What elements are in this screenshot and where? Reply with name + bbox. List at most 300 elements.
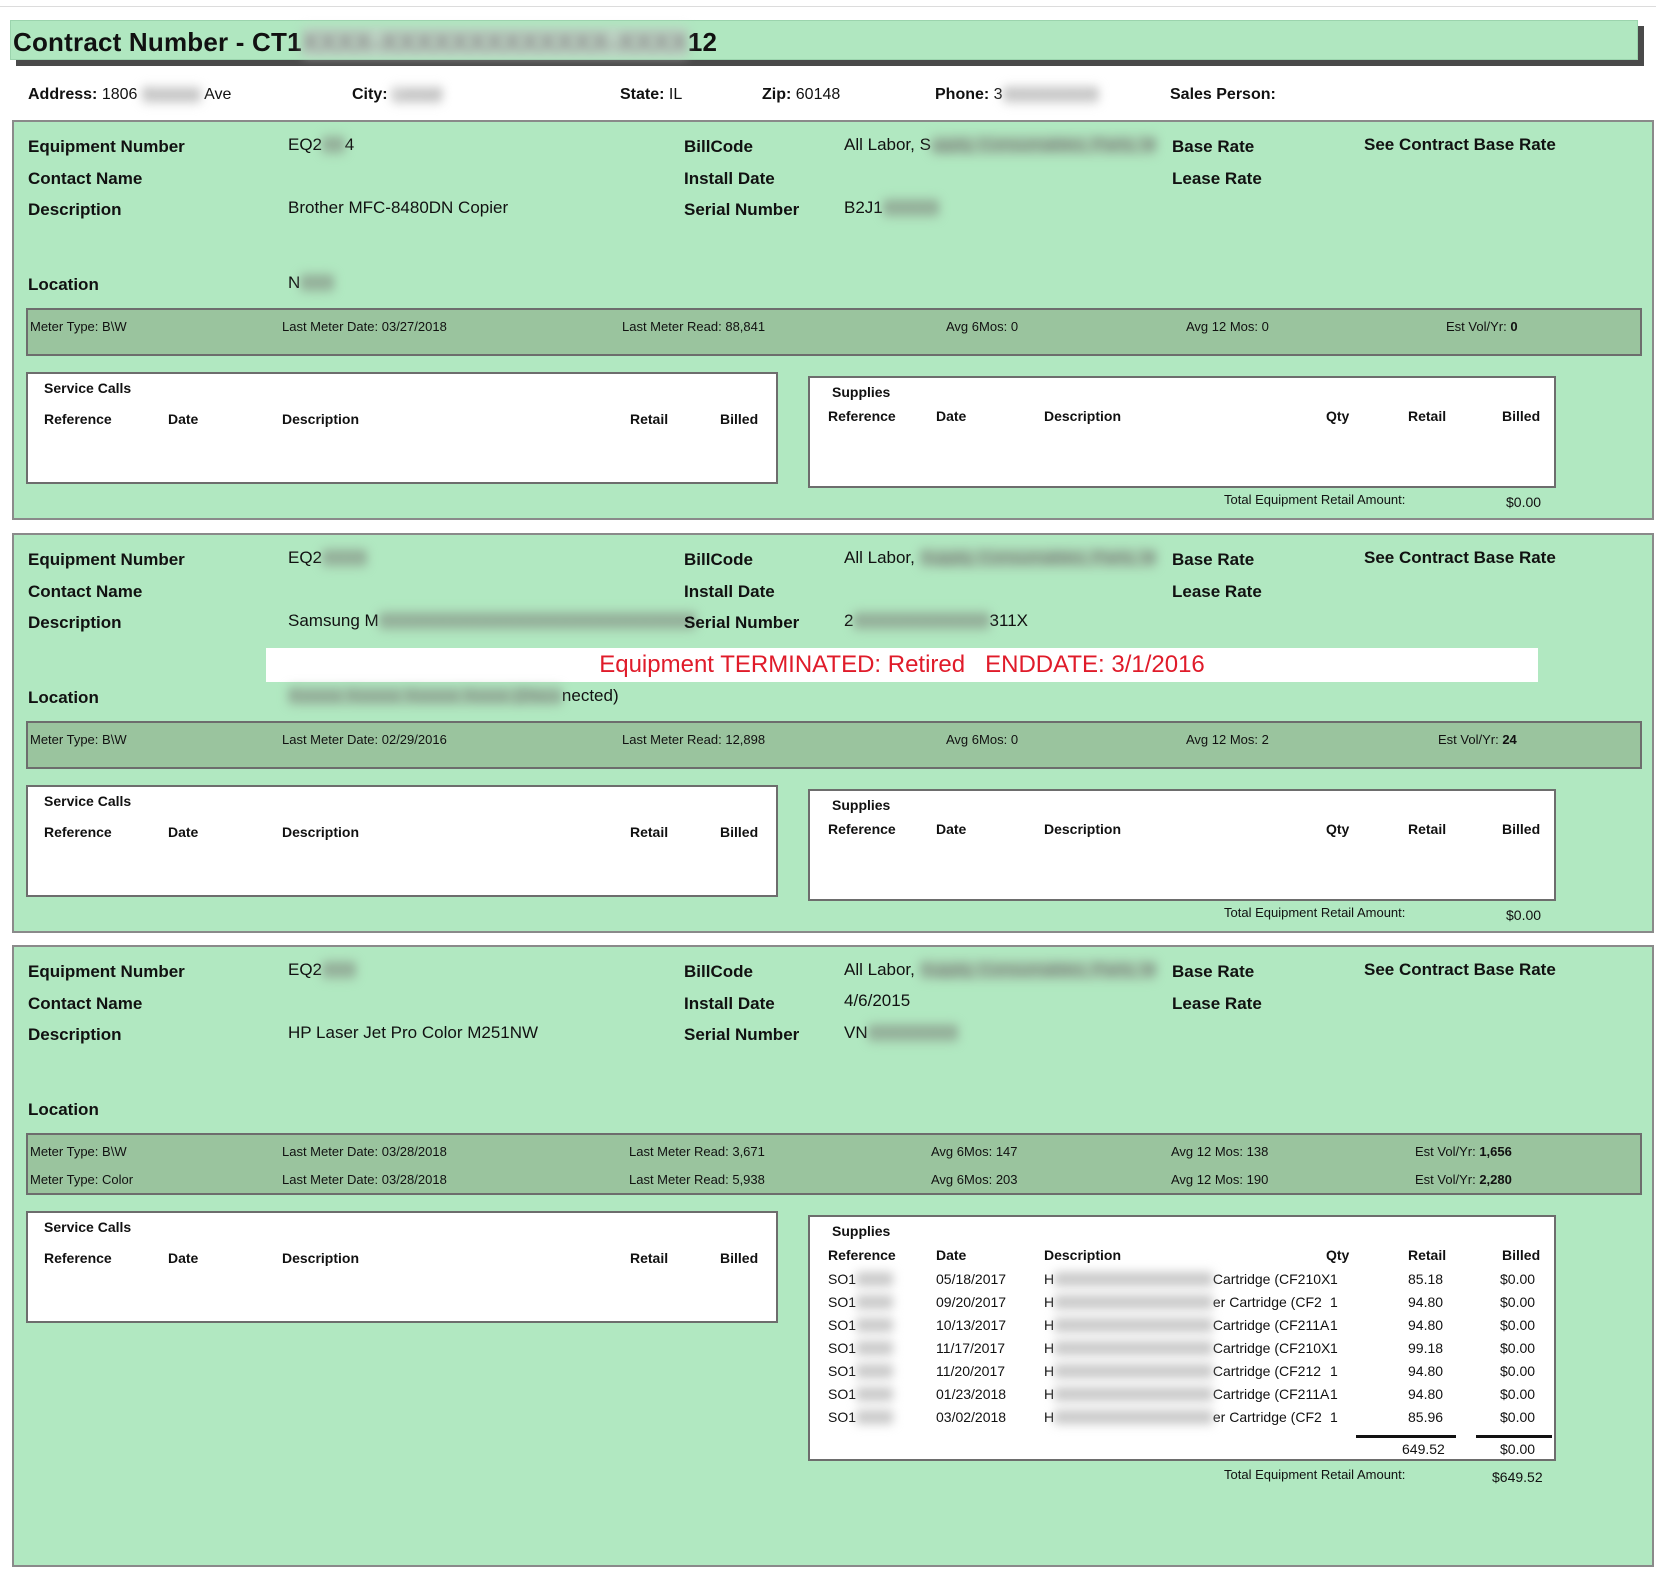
install-date-label: Install Date: [684, 994, 775, 1013]
address-suffix: Ave: [204, 86, 232, 103]
supply-desc-prefix: H: [1044, 1340, 1055, 1356]
supply-desc-redacted: XXXXXXXXXXXXXXXXX: [1054, 1317, 1213, 1333]
avg-6mos: [946, 732, 1018, 747]
billcode-value: [844, 548, 1156, 568]
last-meter-read: [622, 319, 765, 334]
description-label: Description: [28, 613, 122, 632]
billcode-label: BillCode: [684, 137, 753, 156]
supply-retail: 94.80: [1408, 1317, 1444, 1333]
col-retail: Retail: [630, 824, 669, 840]
serial-number-label: Serial Number: [684, 613, 800, 632]
serial-prefix: VN: [844, 1023, 868, 1042]
description-label: Description: [28, 1025, 122, 1044]
avg-6mos-label: Avg 6Mos:: [946, 732, 1008, 747]
equipment-panel: [12, 120, 1654, 520]
col-billed: Billed: [720, 411, 759, 427]
supply-retail: 94.80: [1408, 1363, 1444, 1379]
serial-number-value: [844, 1023, 958, 1043]
supplies-box: [808, 376, 1556, 488]
location-prefix: N: [288, 273, 301, 292]
col-billed: Billed: [720, 1250, 759, 1266]
last-meter-date-value: 03/28/2018: [381, 1172, 447, 1187]
col-reference: Reference: [828, 408, 896, 424]
supply-billed: $0.00: [1500, 1271, 1536, 1287]
serial-number-value: [844, 611, 1028, 631]
last-meter-date: [282, 1172, 447, 1187]
supplies-title: Supplies: [832, 384, 891, 400]
supply-qty: 1: [1330, 1317, 1338, 1333]
contract-number-suffix: 12: [687, 27, 718, 57]
avg-6mos-label: Avg 6Mos:: [946, 319, 1008, 334]
supply-desc-redacted: XXXXXXXXXXXXXXXXX: [1054, 1409, 1213, 1425]
col-billed: Billed: [720, 824, 759, 840]
description-prefix: Samsung M: [288, 611, 379, 630]
supply-desc-prefix: H: [1044, 1271, 1055, 1287]
supply-desc-redacted: XXXXXXXXXXXXXXXXX: [1054, 1386, 1213, 1402]
description-value: Brother MFC-8480DN Copier: [288, 198, 509, 217]
total-equipment-value: $0.00: [1506, 494, 1542, 510]
avg-6mos: [931, 1172, 1018, 1187]
col-reference: Reference: [44, 824, 112, 840]
base-rate-label: Base Rate: [1172, 137, 1255, 156]
supplies-title: Supplies: [832, 1223, 891, 1239]
table-row: [810, 1294, 1554, 1316]
supply-qty: 1: [1330, 1294, 1338, 1310]
supply-retail: 94.80: [1408, 1386, 1444, 1402]
supply-desc-redacted: XXXXXXXXXXXXXXXXX: [1054, 1340, 1213, 1356]
equipment-number-redacted: XXX: [322, 960, 357, 979]
location-label: Location: [28, 1100, 99, 1119]
col-date: Date: [936, 408, 967, 424]
col-reference: Reference: [44, 411, 112, 427]
subtotal-rule: [1476, 1435, 1552, 1438]
last-meter-date: [282, 1144, 447, 1159]
phone-redacted: XXXXXXXXX: [1002, 86, 1099, 103]
serial-prefix: B2J1: [844, 198, 883, 217]
phone-prefix: 3: [993, 86, 1003, 103]
total-equipment-label: Total Equipment Retail Amount:: [1224, 1467, 1406, 1482]
supplies-total-retail: 649.52: [1402, 1441, 1445, 1457]
col-retail: Retail: [1408, 408, 1447, 424]
last-meter-date-label: Last Meter Date:: [282, 319, 379, 334]
meter-type: [30, 319, 127, 334]
supply-ref-redacted: XXXX: [856, 1363, 894, 1379]
location-redacted: XXX: [300, 273, 335, 292]
supply-desc-redacted: XXXXXXXXXXXXXXXXX: [1054, 1294, 1213, 1310]
supply-ref-prefix: SO1: [828, 1363, 857, 1379]
supply-ref-prefix: SO1: [828, 1409, 857, 1425]
supply-ref-redacted: XXXX: [856, 1294, 894, 1310]
supply-date: 11/17/2017: [936, 1340, 1006, 1356]
avg-12mos-label: Avg 12 Mos:: [1171, 1172, 1244, 1187]
last-meter-read-value: 12,898: [725, 732, 766, 747]
location-label: Location: [28, 275, 99, 294]
city-redacted: Lxxxxd: [392, 86, 442, 103]
avg-6mos-value: 0: [1010, 732, 1019, 747]
service-calls-title: Service Calls: [44, 793, 132, 809]
service-calls-title: Service Calls: [44, 380, 132, 396]
equipment-number-value: [288, 135, 354, 155]
terminated-banner: Equipment TERMINATED: Retired ENDDATE: 3/1/2016: [266, 648, 1538, 682]
last-meter-read: [629, 1172, 765, 1187]
location-redacted: Xxxxxx Xxxxxx Xxxxxx Xxxxx (Disco: [288, 686, 562, 705]
est-vol-label: Est Vol/Yr:: [1415, 1144, 1476, 1159]
equipment-number-redacted: XXXX: [322, 548, 368, 567]
contract-number-title: [13, 27, 717, 58]
serial-redacted: XXXXXXXX: [867, 1023, 959, 1042]
supply-date: 11/20/2017: [936, 1363, 1006, 1379]
install-date-label: Install Date: [684, 169, 775, 188]
contact-name-label: Contact Name: [28, 169, 143, 188]
install-date-value: 4/6/2015: [844, 991, 911, 1010]
supply-qty: 1: [1330, 1363, 1338, 1379]
supplies-total-billed: $0.00: [1500, 1441, 1536, 1457]
est-vol-label: Est Vol/Yr:: [1415, 1172, 1476, 1187]
meter-type-label: Meter Type:: [30, 1144, 99, 1159]
avg-6mos-value: 203: [995, 1172, 1018, 1187]
avg-6mos-value: 147: [995, 1144, 1018, 1159]
state-label: State:: [620, 86, 665, 103]
supply-desc-suffix: Cartridge (CF211A: [1212, 1317, 1330, 1333]
col-retail: Retail: [630, 1250, 669, 1266]
state-field: [620, 86, 682, 104]
last-meter-read-label: Last Meter Read:: [622, 732, 722, 747]
supply-retail: 85.96: [1408, 1409, 1444, 1425]
last-meter-read-label: Last Meter Read:: [629, 1172, 729, 1187]
supply-reference: [828, 1317, 893, 1333]
install-date-label: Install Date: [684, 582, 775, 601]
sales-person-field: [1170, 86, 1276, 104]
equipment-number-prefix: EQ2: [288, 548, 323, 567]
location-suffix: nected): [561, 686, 619, 705]
avg-6mos: [931, 1144, 1018, 1159]
supply-desc-prefix: H: [1044, 1294, 1055, 1310]
last-meter-read-value: 5,938: [732, 1172, 765, 1187]
billcode-prefix: All Labor,: [844, 548, 920, 567]
col-retail: Retail: [630, 411, 669, 427]
supply-description: [1044, 1340, 1331, 1356]
city-field: [352, 86, 442, 104]
equipment-number-prefix: EQ2: [288, 960, 323, 979]
phone-field: [935, 86, 1099, 104]
supply-description: [1044, 1386, 1330, 1402]
contact-name-label: Contact Name: [28, 582, 143, 601]
meter-type-value: B\W: [102, 319, 127, 334]
supply-ref-prefix: SO1: [828, 1317, 857, 1333]
col-date: Date: [936, 821, 967, 837]
location-value: [288, 273, 334, 293]
col-description: Description: [282, 824, 360, 840]
col-description: Description: [1044, 1247, 1122, 1263]
col-date: Date: [168, 411, 199, 427]
col-date: Date: [168, 1250, 199, 1266]
supply-desc-suffix: er Cartridge (CF2: [1212, 1409, 1322, 1425]
contract-number-redacted: XXXX-XXXXXXXXXXXXX-XXXX: [301, 27, 688, 57]
avg-12mos: [1186, 319, 1269, 334]
base-rate-label: Base Rate: [1172, 550, 1255, 569]
meter-type-label: Meter Type:: [30, 732, 99, 747]
last-meter-read: [622, 732, 765, 747]
serial-number-label: Serial Number: [684, 200, 800, 219]
supply-billed: $0.00: [1500, 1363, 1536, 1379]
meter-type-label: Meter Type:: [30, 1172, 99, 1187]
supply-date: 10/13/2017: [936, 1317, 1007, 1333]
supply-description: [1044, 1294, 1322, 1310]
col-qty: Qty: [1326, 1247, 1350, 1263]
supply-date: 05/18/2017: [936, 1271, 1007, 1287]
service-calls-box: [26, 1211, 778, 1323]
last-meter-date-label: Last Meter Date:: [282, 1144, 379, 1159]
last-meter-date: [282, 732, 447, 747]
supply-reference: [828, 1340, 893, 1356]
service-calls-box: [26, 372, 778, 484]
meter-type-value: B\W: [102, 732, 127, 747]
equipment-number-label: Equipment Number: [28, 962, 185, 981]
table-row: [810, 1271, 1554, 1293]
last-meter-date-label: Last Meter Date:: [282, 732, 379, 747]
est-vol-yr: [1446, 319, 1518, 334]
equipment-number-value: [288, 960, 356, 980]
description-value: HP Laser Jet Pro Color M251NW: [288, 1023, 539, 1042]
address-prefix: 1806: [101, 86, 138, 103]
col-description: Description: [1044, 408, 1122, 424]
state-value: IL: [668, 86, 683, 103]
meter-bar: [26, 1133, 1642, 1195]
zip-field: [762, 86, 840, 104]
est-vol-label: Est Vol/Yr:: [1446, 319, 1507, 334]
supply-desc-suffix: Cartridge (CF210X: [1212, 1340, 1331, 1356]
serial-number-label: Serial Number: [684, 1025, 800, 1044]
avg-12mos-value: 190: [1246, 1172, 1269, 1187]
table-row: [810, 1317, 1554, 1339]
meter-type: [30, 1172, 133, 1187]
lease-rate-label: Lease Rate: [1172, 582, 1262, 601]
col-description: Description: [282, 1250, 360, 1266]
supply-billed: $0.00: [1500, 1340, 1536, 1356]
est-vol-label: Est Vol/Yr:: [1438, 732, 1499, 747]
address-field: [28, 86, 231, 104]
supply-date: 01/23/2018: [936, 1386, 1007, 1402]
table-row: [810, 1363, 1554, 1385]
avg-12mos: [1186, 732, 1269, 747]
est-vol-value: 24: [1502, 732, 1517, 747]
meter-type: [30, 1144, 127, 1159]
last-meter-date-label: Last Meter Date:: [282, 1172, 379, 1187]
last-meter-date-value: 03/28/2018: [381, 1144, 447, 1159]
equipment-panel: [12, 945, 1654, 1567]
col-billed: Billed: [1502, 1247, 1541, 1263]
col-reference: Reference: [828, 1247, 896, 1263]
lease-rate-label: Lease Rate: [1172, 994, 1262, 1013]
supply-description: [1044, 1317, 1330, 1333]
supply-desc-suffix: er Cartridge (CF2: [1212, 1294, 1322, 1310]
col-qty: Qty: [1326, 821, 1350, 837]
supply-retail: 94.80: [1408, 1294, 1444, 1310]
contract-title-bar: [10, 20, 1638, 60]
supply-ref-prefix: SO1: [828, 1340, 857, 1356]
avg-12mos: [1171, 1144, 1268, 1159]
supply-ref-redacted: XXXX: [856, 1317, 894, 1333]
supply-desc-prefix: H: [1044, 1409, 1055, 1425]
serial-suffix: 311X: [989, 611, 1028, 630]
supply-ref-prefix: SO1: [828, 1294, 857, 1310]
supply-reference: [828, 1363, 893, 1379]
subtotal-rule: [1356, 1435, 1456, 1438]
last-meter-read-label: Last Meter Read:: [629, 1144, 729, 1159]
supply-date: 03/02/2018: [936, 1409, 1007, 1425]
supply-ref-redacted: XXXX: [856, 1271, 894, 1287]
supply-qty: 1: [1330, 1409, 1338, 1425]
col-description: Description: [1044, 821, 1122, 837]
zip-value: 60148: [795, 86, 841, 103]
last-meter-read-value: 3,671: [732, 1144, 765, 1159]
meter-type-label: Meter Type:: [30, 319, 99, 334]
total-equipment-value: $649.52: [1492, 1469, 1543, 1485]
supply-ref-prefix: SO1: [828, 1271, 857, 1287]
supply-billed: $0.00: [1500, 1294, 1536, 1310]
col-reference: Reference: [828, 821, 896, 837]
serial-prefix: 2: [844, 611, 854, 630]
col-billed: Billed: [1502, 821, 1541, 837]
avg-12mos-label: Avg 12 Mos:: [1186, 319, 1259, 334]
supply-billed: $0.00: [1500, 1386, 1536, 1402]
supply-billed: $0.00: [1500, 1409, 1536, 1425]
service-calls-box: [26, 785, 778, 897]
supply-desc-prefix: H: [1044, 1363, 1055, 1379]
supply-description: [1044, 1363, 1322, 1379]
base-rate-value: See Contract Base Rate: [1364, 548, 1556, 567]
est-vol-yr: [1415, 1144, 1512, 1159]
billcode-redacted: upply, Consumables, Parts, M: [930, 135, 1157, 154]
equipment-number-suffix: 4: [344, 135, 355, 154]
supply-ref-prefix: SO1: [828, 1386, 857, 1402]
avg-12mos-label: Avg 12 Mos:: [1171, 1144, 1244, 1159]
supply-desc-redacted: XXXXXXXXXXXXXXXXX: [1054, 1363, 1213, 1379]
city-label: City:: [352, 86, 388, 103]
equipment-number-label: Equipment Number: [28, 137, 185, 156]
supply-desc-suffix: Cartridge (CF212: [1212, 1363, 1322, 1379]
col-description: Description: [282, 411, 360, 427]
total-equipment-value: $0.00: [1506, 907, 1542, 923]
address-redacted: Xxxxxxx: [141, 86, 201, 103]
supply-date: 09/20/2017: [936, 1294, 1007, 1310]
equipment-number-value: [288, 548, 367, 568]
supply-qty: 1: [1330, 1271, 1338, 1287]
est-vol-value: 2,280: [1479, 1172, 1512, 1187]
equipment-number-prefix: EQ2: [288, 135, 323, 154]
billcode-prefix: All Labor, S: [844, 135, 931, 154]
top-divider: [0, 6, 1656, 7]
location-value: [288, 686, 619, 706]
supplies-title: Supplies: [832, 797, 891, 813]
avg-12mos-value: 2: [1261, 732, 1269, 747]
billcode-label: BillCode: [684, 962, 753, 981]
equipment-number-redacted: XX: [322, 135, 345, 154]
location-label: Location: [28, 688, 99, 707]
est-vol-value: 1,656: [1479, 1144, 1512, 1159]
avg-12mos-value: 0: [1261, 319, 1269, 334]
billcode-prefix: All Labor,: [844, 960, 920, 979]
total-equipment-label: Total Equipment Retail Amount:: [1224, 492, 1406, 507]
billcode-value: [844, 960, 1156, 980]
supply-desc-redacted: XXXXXXXXXXXXXXXXX: [1054, 1271, 1213, 1287]
equipment-panel: [12, 533, 1654, 933]
supplies-box: [808, 1215, 1556, 1461]
billcode-redacted: Supply, Consumables, Parts, M: [919, 960, 1157, 979]
supply-billed: $0.00: [1500, 1317, 1536, 1333]
avg-6mos-value: 0: [1010, 319, 1019, 334]
serial-redacted: XXXXXXXXXXXX: [853, 611, 990, 630]
avg-6mos: [946, 319, 1018, 334]
table-row: [810, 1409, 1554, 1431]
meter-bar: [26, 721, 1642, 769]
table-row: [810, 1340, 1554, 1362]
col-reference: Reference: [44, 1250, 112, 1266]
supply-ref-redacted: XXXX: [856, 1340, 894, 1356]
description-value: [288, 611, 696, 631]
avg-12mos-value: 138: [1246, 1144, 1269, 1159]
base-rate-label: Base Rate: [1172, 962, 1255, 981]
contract-number-prefix: Contract Number - CT1: [13, 27, 302, 57]
total-equipment-label: Total Equipment Retail Amount:: [1224, 905, 1406, 920]
billcode-redacted: Supply, Consumables, Parts, M: [919, 548, 1157, 567]
supply-qty: 1: [1330, 1386, 1338, 1402]
supply-desc-suffix: Cartridge (CF210X: [1212, 1271, 1331, 1287]
supply-ref-redacted: XXXX: [856, 1386, 894, 1402]
base-rate-value: See Contract Base Rate: [1364, 960, 1556, 979]
est-vol-yr: [1438, 732, 1517, 747]
last-meter-date-value: 03/27/2018: [381, 319, 447, 334]
meter-type-value: Color: [102, 1172, 134, 1187]
base-rate-value: See Contract Base Rate: [1364, 135, 1556, 154]
avg-6mos-label: Avg 6Mos:: [931, 1144, 993, 1159]
last-meter-read-label: Last Meter Read:: [622, 319, 722, 334]
last-meter-read-value: 88,841: [725, 319, 766, 334]
col-date: Date: [936, 1247, 967, 1263]
supply-retail: 99.18: [1408, 1340, 1444, 1356]
table-row: [810, 1386, 1554, 1408]
service-calls-title: Service Calls: [44, 1219, 132, 1235]
phone-label: Phone:: [935, 86, 990, 103]
supply-description: [1044, 1271, 1331, 1287]
supplies-box: [808, 789, 1556, 901]
meter-bar: [26, 308, 1642, 356]
supply-desc-prefix: H: [1044, 1386, 1055, 1402]
supply-reference: [828, 1386, 893, 1402]
meter-type-value: B\W: [102, 1144, 127, 1159]
supply-reference: [828, 1294, 893, 1310]
supply-description: [1044, 1409, 1322, 1425]
col-billed: Billed: [1502, 408, 1541, 424]
last-meter-date-value: 02/29/2016: [381, 732, 447, 747]
supply-retail: 85.18: [1408, 1271, 1444, 1287]
contact-name-label: Contact Name: [28, 994, 143, 1013]
col-date: Date: [168, 824, 199, 840]
description-label: Description: [28, 200, 122, 219]
sales-person-label: Sales Person:: [1170, 86, 1276, 103]
billcode-label: BillCode: [684, 550, 753, 569]
supply-desc-prefix: H: [1044, 1317, 1055, 1333]
serial-number-value: [844, 198, 939, 218]
supply-ref-redacted: XXXX: [856, 1409, 894, 1425]
supply-reference: [828, 1271, 893, 1287]
meter-type: [30, 732, 127, 747]
last-meter-read: [629, 1144, 765, 1159]
avg-12mos: [1171, 1172, 1268, 1187]
last-meter-date: [282, 319, 447, 334]
supply-qty: 1: [1330, 1340, 1338, 1356]
address-label: Address:: [28, 86, 98, 103]
